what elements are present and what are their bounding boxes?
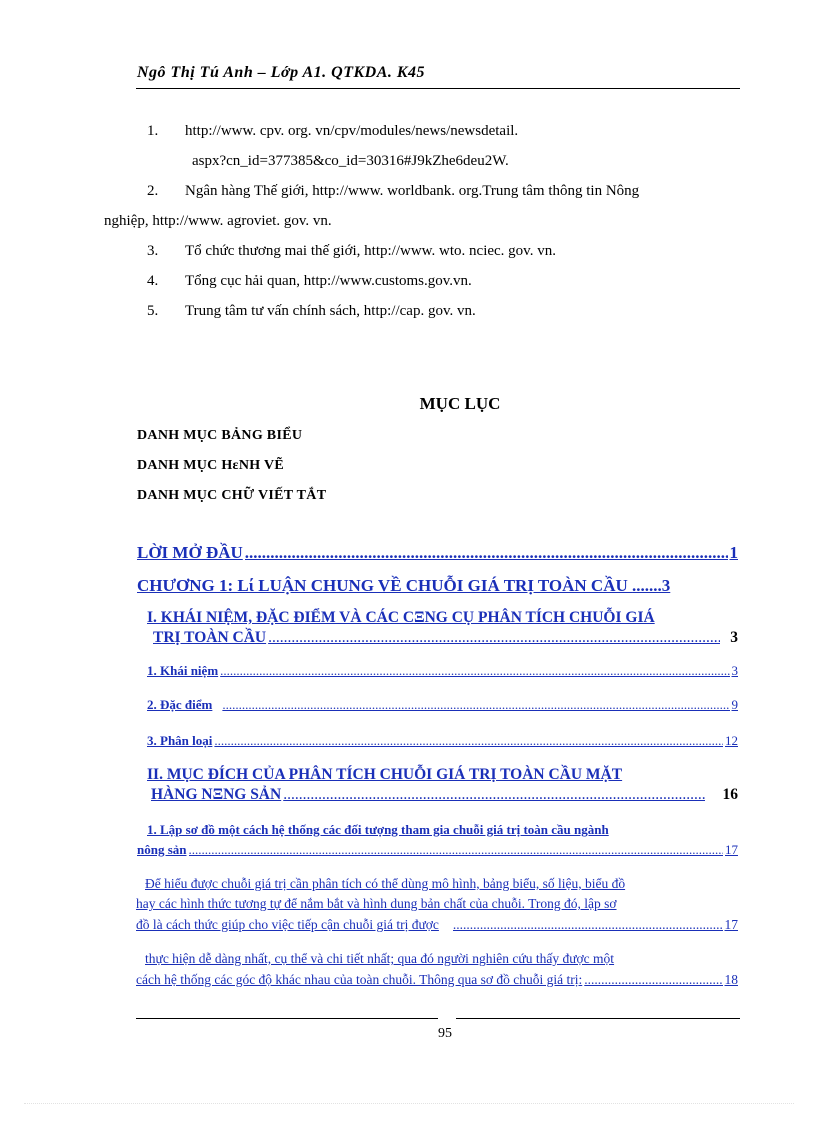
toc-entry-label: II. MỤC ĐÍCH CỦA PHÂN TÍCH CHUỖI GIÁ TRỊ TOÀN CẦU MẶT <box>147 766 623 783</box>
reference-text: Trung tâm tư vấn chính sách, http://cap. gov. vn. <box>185 303 476 319</box>
toc-page-number: .......3 <box>632 576 671 595</box>
toc-entry-label: 2. Đặc điểm <box>147 697 213 712</box>
toc-entry-label: cách hệ thống các góc độ khác nhau của toàn chuỗi. Thông qua sơ đồ chuỗi giá trị: <box>136 972 583 987</box>
toc-entry-mapping-continued[interactable] <box>137 842 738 858</box>
toc-entry-label: LỜI MỞ ĐẦU <box>137 543 243 562</box>
list-of-figures-heading: DANH MỤC HεNH VẼ <box>137 458 285 473</box>
reference-text-continued: aspx?cn_id=377385&co_id=30316#J9kZhe6deu2W. <box>192 153 509 169</box>
toc-page-number: 3 <box>730 629 738 646</box>
toc-entry-chapter-1[interactable] <box>137 576 670 596</box>
toc-entry-label: 3. Phân loại <box>147 733 213 748</box>
toc-page-number: 12 <box>725 733 738 748</box>
toc-page-number: 3 <box>731 663 738 678</box>
list-of-tables-heading: DANH MỤC BẢNG BIỂU <box>137 428 303 443</box>
reference-number: 2. <box>147 183 159 199</box>
reference-number: 4. <box>147 273 159 289</box>
toc-leader-dots <box>268 629 720 647</box>
header-divider <box>136 88 740 89</box>
reference-text: Tổng cục hải quan, http://www.customs.gov.vn. <box>185 273 472 289</box>
toc-leader-dots <box>584 972 722 988</box>
toc-entry-section-1-continued[interactable] <box>153 629 738 647</box>
reference-text: Tổ chức thương mai thế giới, http://www. wto. nciec. gov. vn. <box>185 243 556 259</box>
toc-entry-paragraph-line[interactable] <box>145 876 625 892</box>
reference-number: 1. <box>147 123 159 139</box>
toc-entry-paragraph-line[interactable] <box>136 917 738 933</box>
document-header-title: Ngô Thị Tú Anh – Lớp A1. QTKDA. K45 <box>137 64 426 81</box>
toc-leader-dots <box>189 842 724 858</box>
toc-entry-paragraph-line[interactable] <box>136 972 738 988</box>
toc-entry-label: TRỊ TOÀN CẦU <box>153 629 267 646</box>
reference-text: http://www. cpv. org. vn/cpv/modules/news/newsdetail. <box>185 123 519 139</box>
toc-entry-label: HÀNG NΞNG SẢN <box>151 786 282 803</box>
toc-entry-label: 1. Lập sơ đồ một cách hệ thống các đối tượng tham gia chuỗi giá trị toàn cầu ngành <box>147 822 609 837</box>
reference-number: 3. <box>147 243 159 259</box>
toc-leader-dots <box>220 663 729 679</box>
toc-leader-dots <box>453 917 723 933</box>
toc-entry-characteristics[interactable] <box>147 697 738 713</box>
toc-entry-paragraph-line[interactable] <box>136 896 617 912</box>
toc-entry-label: 1. Khái niệm <box>147 663 219 678</box>
toc-page-number: 1 <box>729 543 738 562</box>
toc-entry-label: Để hiểu được chuỗi giá trị cần phân tích có thể dùng mô hình, bảng biểu, số liệu, biểu đồ <box>145 876 626 891</box>
toc-entry-label: nông sản <box>137 842 187 857</box>
toc-entry-paragraph-line[interactable] <box>145 951 614 967</box>
toc-page-number: 18 <box>724 972 738 987</box>
toc-page-number: 17 <box>725 842 738 857</box>
toc-title: MỤC LỤC <box>419 394 501 413</box>
toc-entry-definition[interactable] <box>147 663 738 679</box>
toc-page-number: 17 <box>724 917 738 932</box>
toc-page-number: 9 <box>731 697 738 712</box>
toc-leader-dots <box>245 543 728 563</box>
toc-entry-label: CHƯƠNG 1: Lί LUẬN CHUNG VỀ CHUỖI GIÁ TRỊ TOÀN CẦU <box>137 576 633 595</box>
reference-text: Ngân hàng Thế giới, http://www. worldbank. org.Trung tâm thông tin Nông <box>185 183 640 199</box>
toc-entry-label: đồ là cách thức giúp cho việc tiếp cận chuỗi giá trị được <box>136 917 439 932</box>
toc-entry-mapping[interactable] <box>147 822 609 838</box>
toc-leader-dots <box>222 697 729 713</box>
toc-entry-section-1[interactable] <box>147 609 655 627</box>
footer-divider-left <box>136 1018 438 1019</box>
page-break-line <box>24 1103 794 1104</box>
toc-entry-classification[interactable] <box>147 733 738 749</box>
page-number: 95 <box>438 1026 452 1041</box>
list-of-abbreviations-heading: DANH MỤC CHỮ VIẾT TẮT <box>137 488 327 503</box>
toc-entry-introduction[interactable] <box>137 543 738 563</box>
toc-entry-label: hay các hình thức tương tự để nắm bắt và hình dung bản chất của chuỗi. Trong đó, lập sơ <box>136 896 617 911</box>
toc-entry-section-2-continued[interactable] <box>151 786 738 804</box>
toc-leader-dots <box>283 786 704 804</box>
reference-number: 5. <box>147 303 159 319</box>
toc-entry-section-2[interactable] <box>147 766 622 784</box>
reference-text-continued: nghiệp, http://www. agroviet. gov. vn. <box>104 213 332 229</box>
footer-divider-right <box>456 1018 740 1019</box>
toc-leader-dots <box>214 733 723 749</box>
toc-entry-label: I. KHÁI NIỆM, ĐẶC ĐIỂM VÀ CÁC CΞNG CỤ PHÂN TÍCH CHUỖI GIÁ <box>147 609 655 626</box>
toc-entry-label: thực hiện dễ dàng nhất, cụ thể và chi tiết nhất; qua đó người nghiên cứu thấy được một <box>145 951 615 966</box>
toc-page-number: 16 <box>722 786 738 803</box>
